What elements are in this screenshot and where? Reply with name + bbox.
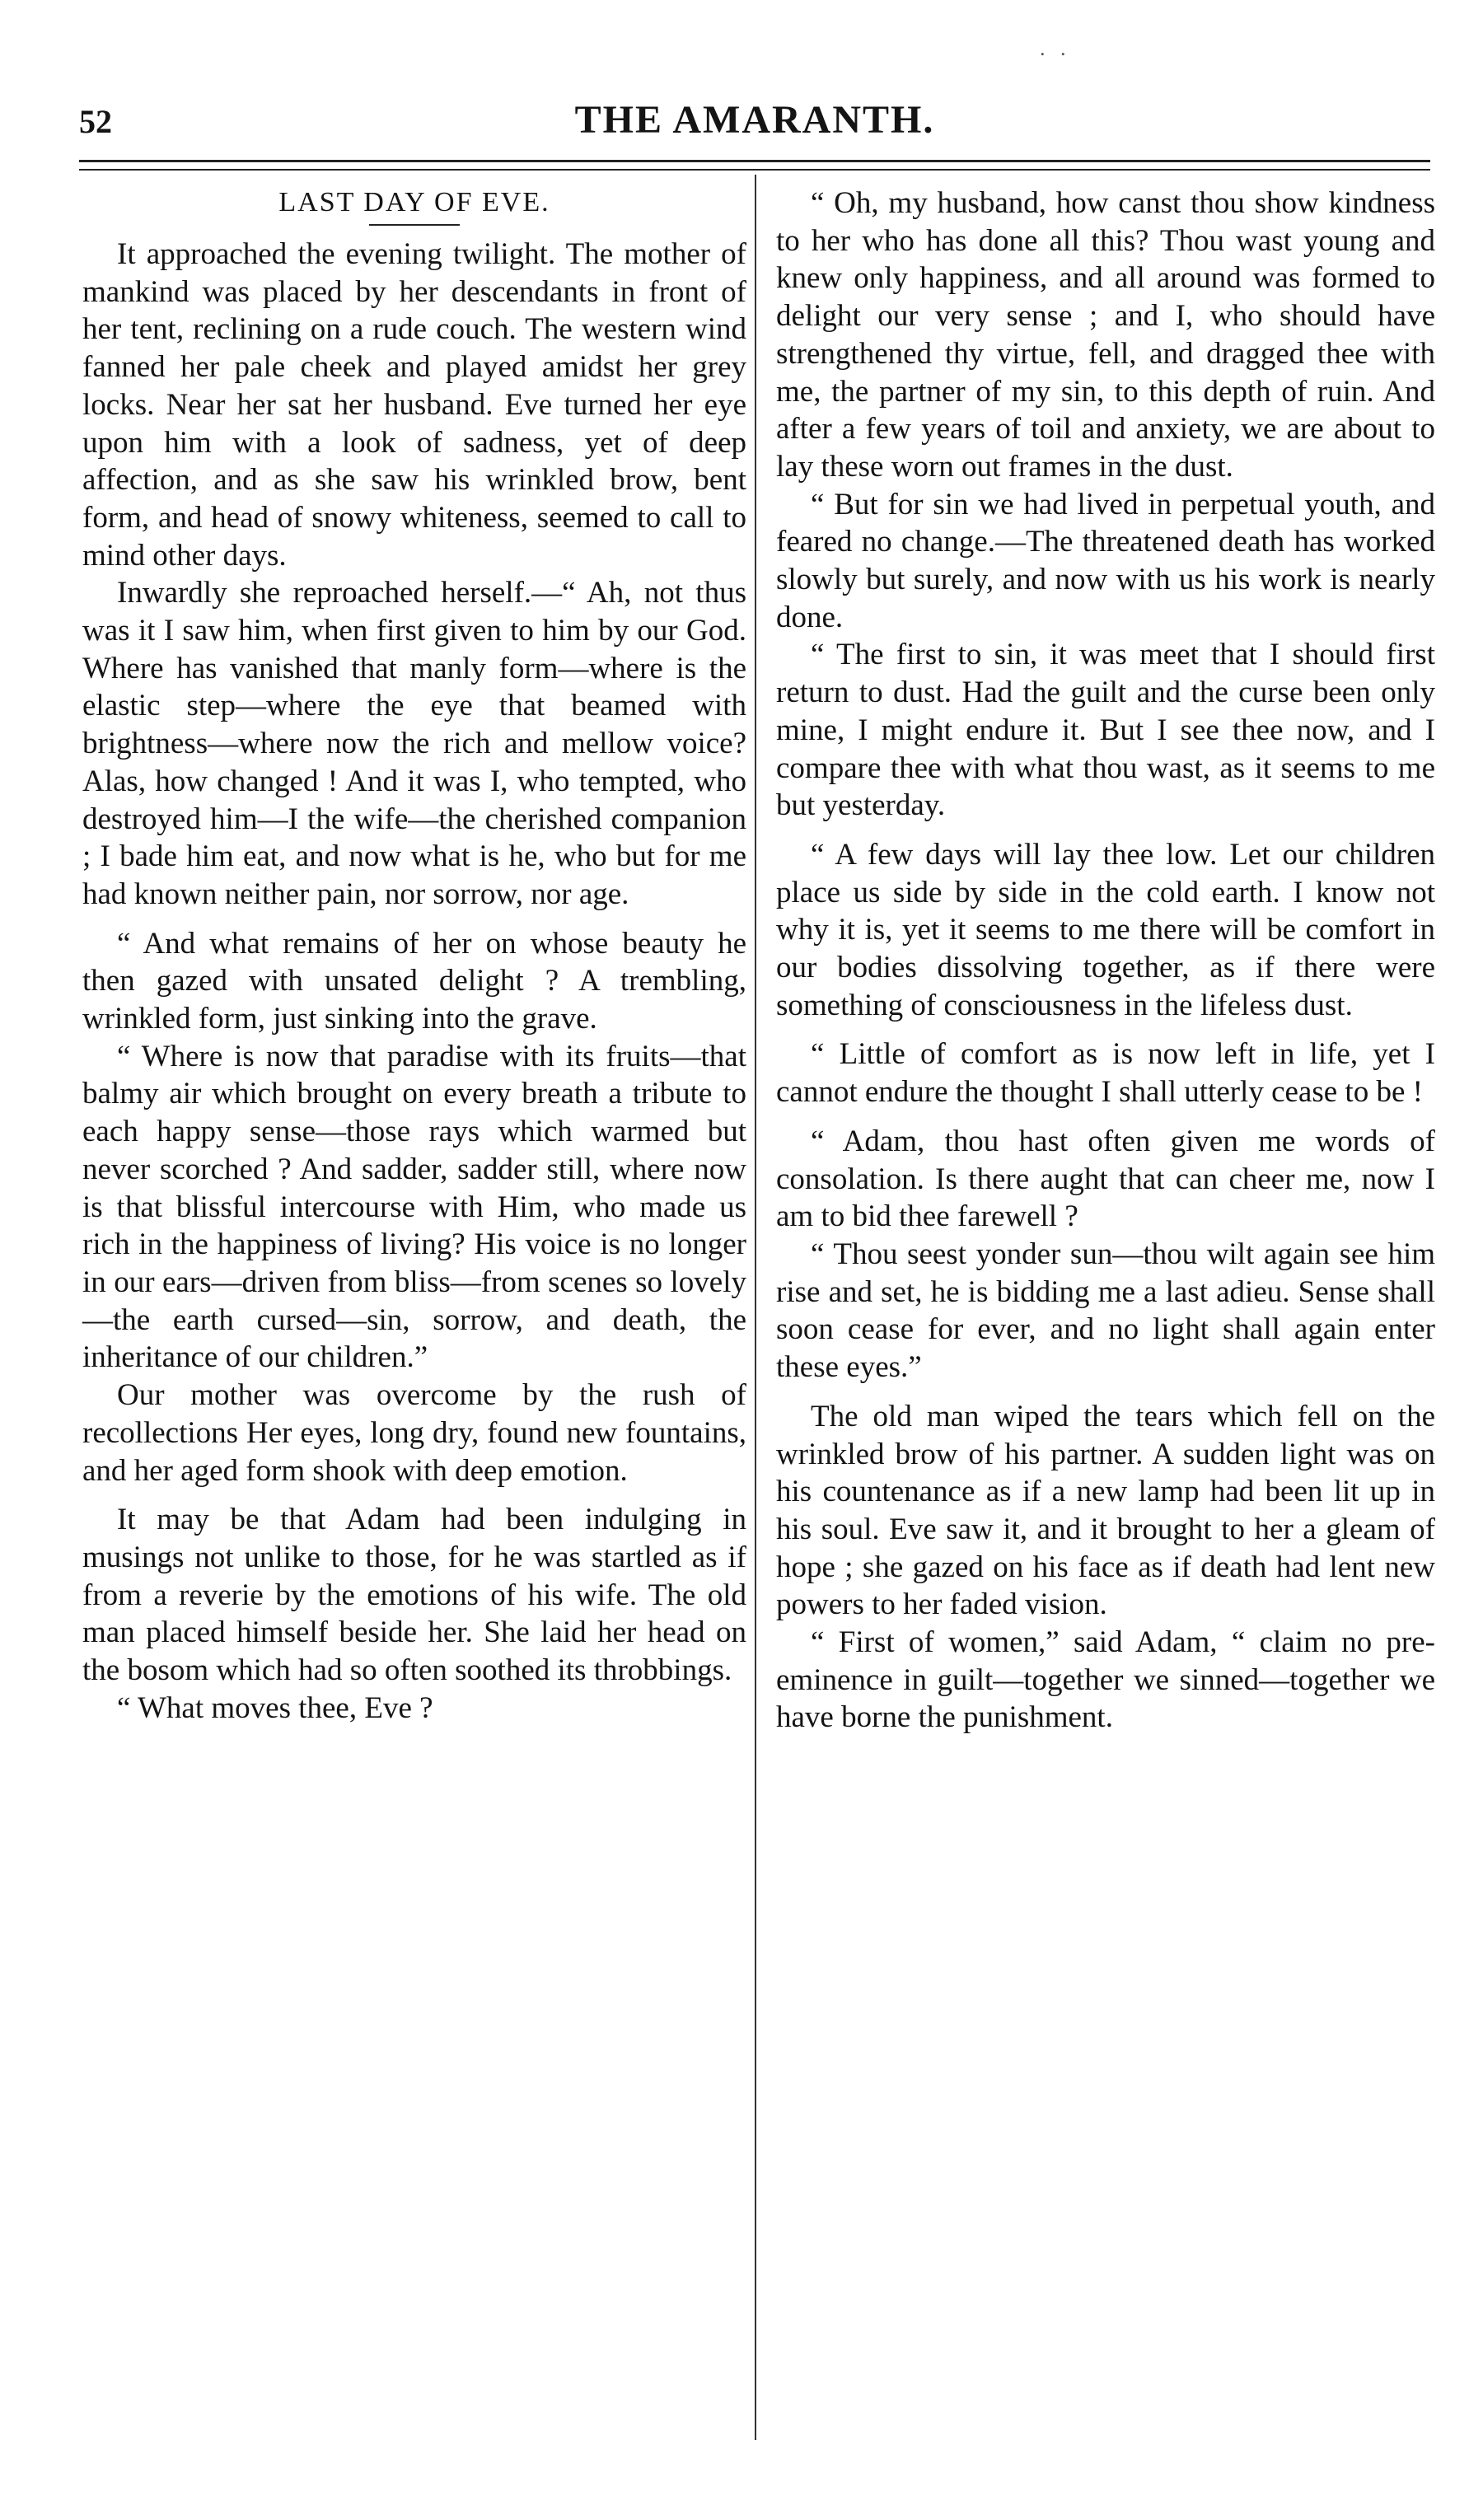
paragraph: “ Where is now that paradise with its fruits—that balmy air which brought on every breath a tribute to each happy sense—those rays which warmed but never scorched ? And sadder, sadder still, where now is that blissful intercourse with Him, who made us rich in the happiness of living? His voice is no longer in our ears—driven from bliss—from scenes so lovely—the earth cursed—sin, sorrow, and death, the inheritance of our children.” [82,1039,746,1375]
paragraph: “ The first to sin, it was meet that I should first return to dust. Had the guilt and the curse been only mine, I might endure it. But I see thee now, and I compare thee with what thou wast, as it seems to me but yesterday. [776,638,1435,823]
paragraph: The old man wiped the tears which fell on the wrinkled brow of his partner. A sudden light was on his countenance as if a new lamp had been lit up in his soul. Eve saw it, and it brought to her a gleam of hope ; she gazed on his face as if death had lent new powers to her faded vision. [776,1399,1435,1622]
paragraph: “ And what remains of her on whose beauty he then gazed with unsated delight ? A trembling, wrinkled form, just sinking into the grave. [82,926,746,1036]
paragraph: “ Oh, my husband, how canst thou show kindness to her who has done all this? Thou wast young and knew only happiness, and all around was formed to delight our very sense ; and I, who should have strengthened thy virtue, fell, and dragged thee with me, the partner of my sin, to this depth of ruin. And after a few years of toil and anxiety, we are about to lay these worn out frames in the dust. [776,186,1435,484]
top-mark: . . [1040,36,1071,60]
paragraph: “ A few days will lay thee low. Let our children place us side by side in the cold earth. I know not why it is, yet it seems to me there will be comfort in our bodies dissolving together, as if there were something of consciousness in the lifeless dust. [776,837,1435,1022]
paragraph: Our mother was overcome by the rush of recollections Her eyes, long dry, found new fountains, and her aged form shook with deep emotion. [82,1378,746,1488]
paragraph: It approached the evening twilight. The mother of mankind was placed by her descendants in front of her tent, reclining on a rude couch. The western wind fanned her pale cheek and played amidst her grey locks. Near her sat her husband. Eve turned her eye upon him with a look of sadness, yet of deep affection, and as she saw his wrinkled brow, bent form, and head of snowy whiteness, seemed to call to mind other days. [82,237,746,573]
page-header [79,97,1430,155]
paragraph: “ What moves thee, Eve ? [117,1690,433,1725]
header-rule [79,160,1430,171]
title-rule [369,224,460,226]
article-title: LAST DAY OF EVE. [278,187,550,217]
left-column [82,185,746,1727]
paragraph: It may be that Adam had been indulging in musings not unlike to those, for he was startled as if from a reverie by the emotions of his wife. The old man placed himself beside her. She laid her head on the bosom which had so often soothed its throbbings. [82,1503,746,1688]
right-column [776,185,1435,1737]
running-title: THE AMARANTH. [574,98,935,142]
paragraph: “ Thou seest yonder sun—thou wilt again see him rise and set, he is bidding me a last adieu. Sense shall soon cease for ever, and no light shall again enter these eyes.” [776,1237,1435,1385]
paragraph: “ Little of comfort as is now left in life, yet I cannot endure the thought I shall utterly cease to be ! [776,1037,1435,1110]
page-number: 52 [79,103,112,140]
paragraph: Inwardly she reproached herself.—“ Ah, not thus was it I saw him, when first given to him by our God. Where has vanished that manly form—where is the elastic step—where the eye that beamed with brightness—where now the rich and mellow voice? Alas, how changed ! And it was I, who tempted, who destroyed him—I the wife—the cherished companion ; I bade him eat, and now what is he, who but for me had known neither pain, nor sorrow, nor age. [82,576,746,911]
paragraph: “ First of women,” said Adam, “ claim no pre-eminence in guilt—together we sinned—together we have borne the punishment. [776,1625,1435,1735]
column-divider [755,175,756,2440]
paragraph: “ Adam, thou hast often given me words of consolation. Is there aught that can cheer me, now I am to bid thee farewell ? [776,1124,1435,1234]
paragraph: “ But for sin we had lived in perpetual youth, and feared no change.—The threatened death has worked slowly but surely, and now with us his work is nearly done. [776,487,1435,634]
